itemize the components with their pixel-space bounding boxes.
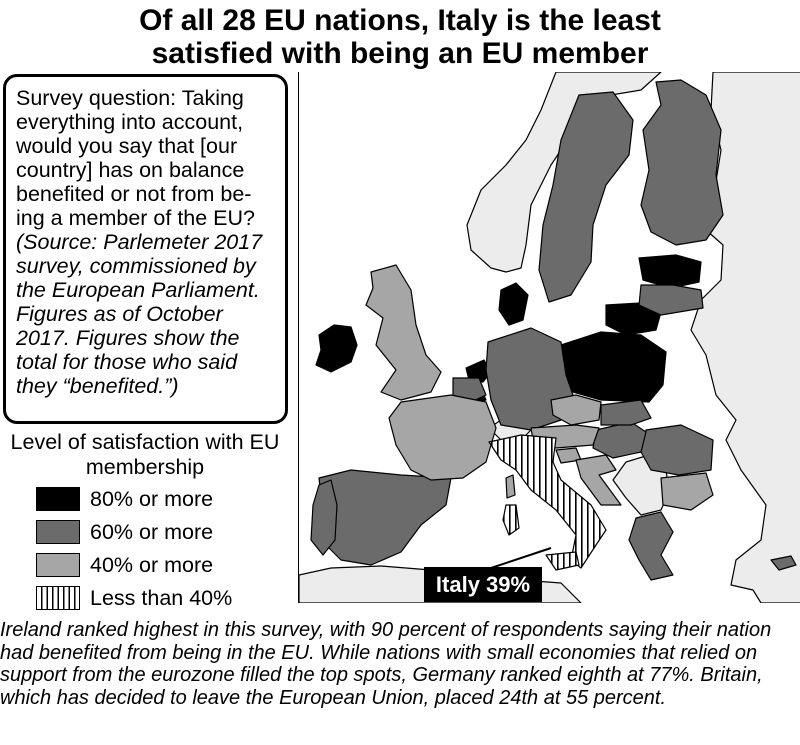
- page-title: [0, 4, 800, 70]
- map-svg: [299, 72, 800, 603]
- legend-label: 80% or more: [90, 486, 214, 511]
- italy-callout-label: Italy 39%: [424, 567, 542, 602]
- legend-item-60-plus: [36, 519, 213, 545]
- survey-source-text: (Source: Parlemeter 2017 survey, commissioned by the European Parliament. Figures as of October 2017. Figures show the total for those who said they “benefited.”): [16, 230, 263, 398]
- legend-item-under-40: [36, 585, 232, 611]
- legend-swatch-light-gray: [36, 553, 80, 577]
- legend-title: Level of satisfaction with EU membership: [10, 430, 280, 479]
- survey-question-text: Survey question: Taking everything into account, would you say that [our country] has on balance benefited or not from be-ing a member of the EU?: [16, 86, 256, 230]
- title-line-2: satisfied with being an EU member: [151, 37, 649, 70]
- legend-swatch-dark-gray: [36, 520, 80, 544]
- title-line-1: Of all 28 EU nations, Italy is the least: [139, 4, 661, 37]
- europe-map: [298, 72, 800, 603]
- legend-item-80-plus: [36, 486, 213, 512]
- country-corsica: [506, 475, 515, 498]
- footnote-text: Ireland ranked highest in this survey, with 90 percent of respondents saying their nation had benefited from being in the EU. While nations with small economies that relied on support from the eurozone filled the top spots, Germany ranked eighth at 77%. Britain, which has decided to leave the European Union, placed 24th at 55 percent.: [0, 619, 772, 709]
- legend-item-40-plus: [36, 552, 213, 578]
- legend-label: Less than 40%: [90, 585, 233, 610]
- legend-swatch-striped: [36, 586, 80, 610]
- country-slovakia: [601, 400, 651, 425]
- legend-label: 40% or more: [90, 552, 214, 577]
- legend-label: 60% or more: [90, 519, 214, 544]
- legend-swatch-black: [36, 487, 80, 511]
- country-poland: [561, 332, 666, 402]
- survey-question-box: [3, 74, 288, 424]
